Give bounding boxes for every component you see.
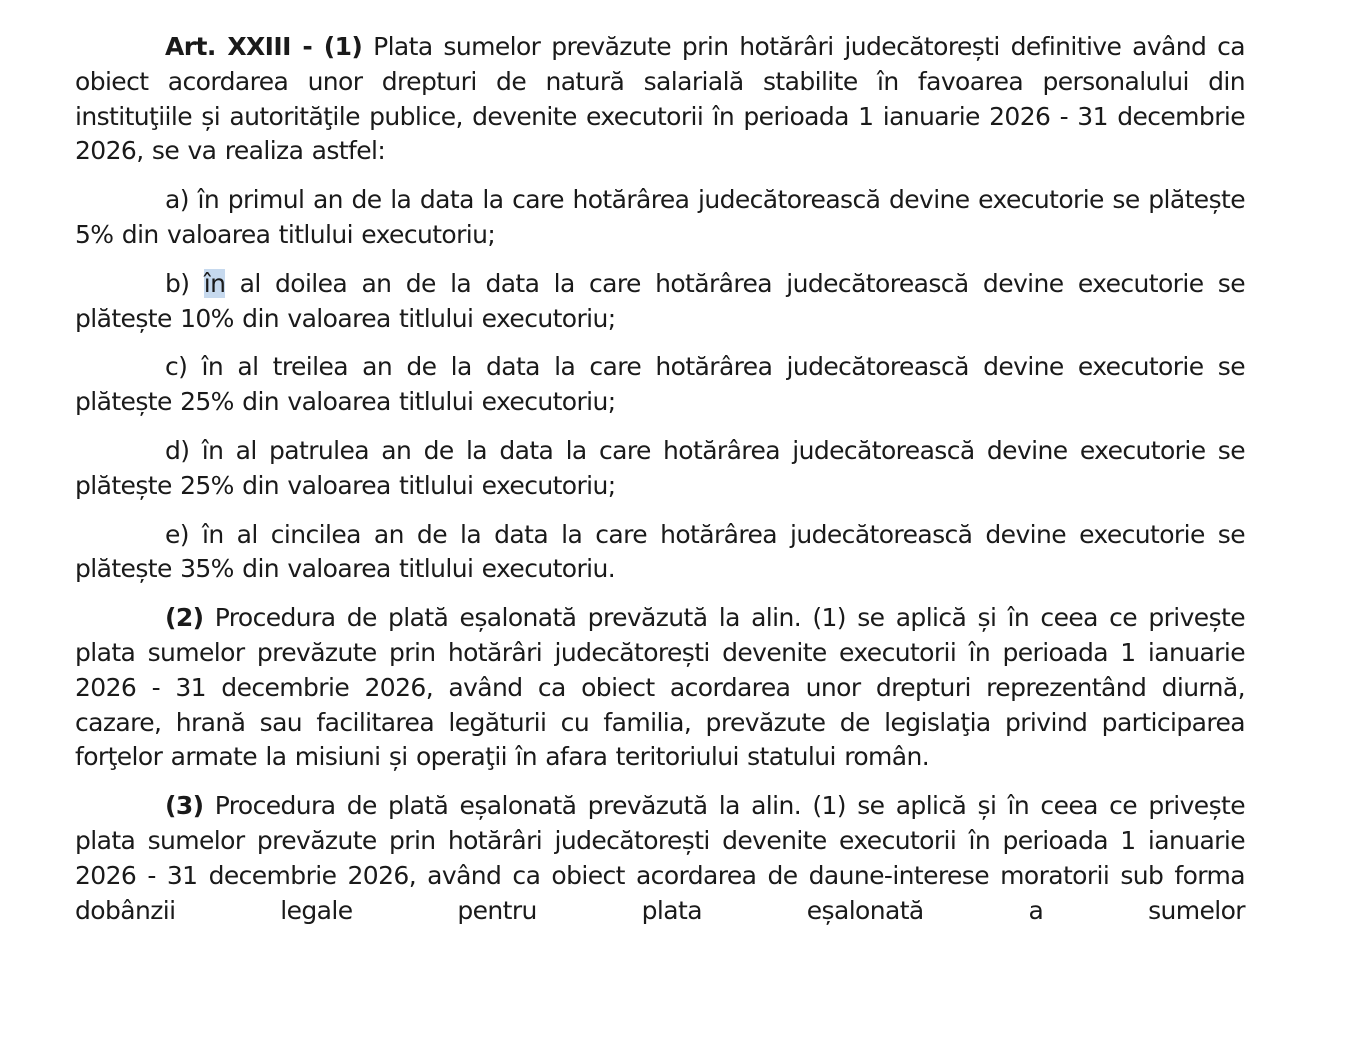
document-page	[75, 30, 1245, 942]
paragraph-3-number: (3)	[165, 791, 204, 821]
list-item-b-text: al doilea an de la data la care hotărârea judecătorească devine executorie se plătește 10% din valoarea titlului executoriu;	[75, 268, 1245, 333]
list-item-e[interactable]: e) în al cincilea an de la data la care hotărârea judecătorească devine executorie se plătește 35% din valoarea titlului executoriu.	[75, 519, 1245, 584]
paragraph-2-text: Procedura de plată eșalonată prevăzută la alin. (1) se aplică și în ceea ce privește plata sumelor prevăzute prin hotărâri judecătorești devenite executorii în perioada 1 ianuarie 2026 - 31 decembrie 2026, având ca obiect acordarea unor drepturi reprezentând diurnă, cazare, hrană sau facilitarea legăturii cu familia, prevăzute de legislaţia privind participarea forţelor armate la misiuni și operaţii în afara teritoriului statului român.	[75, 603, 1245, 772]
text-selection-highlight[interactable]: în	[203, 268, 226, 298]
list-item-d[interactable]: d) în al patrulea an de la data la care hotărârea judecătorească devine executorie se plătește 25% din valoarea titlului executoriu;	[75, 435, 1245, 500]
article-heading: Art. XXIII - (1)	[165, 32, 363, 61]
paragraph-3-text: Procedura de plată eșalonată prevăzută la alin. (1) se aplică și în ceea ce privește plata sumelor prevăzute prin hotărâri judecătorești devenite executorii în perioada 1 ianuarie 2026 - 31 decembrie 2026, având ca obiect acordarea de daune-interese moratorii sub forma dobânzii legale pentru plata eșalonată a sumelor	[75, 791, 1245, 925]
list-item-b[interactable]	[75, 267, 1245, 337]
paragraph-2[interactable]	[75, 601, 1245, 775]
article-intro-text: Plata sumelor prevăzute prin hotărâri judecătorești definitive având ca obiect acordarea unor drepturi de natură salarială stabilite în favoarea personalului din instituţiile și autorităţile publice, devenite executorii în perioada 1 ianuarie 2026 - 31 decembrie 2026, se va realiza astfel:	[75, 32, 1246, 166]
article-paragraph-1[interactable]	[75, 30, 1245, 169]
paragraph-3[interactable]	[75, 789, 1245, 928]
list-item-c[interactable]: c) în al treilea an de la data la care hotărârea judecătorească devine executorie se plătește 25% din valoarea titlului executoriu;	[75, 352, 1245, 417]
paragraph-2-number: (2)	[165, 603, 204, 633]
list-item-a[interactable]: a) în primul an de la data la care hotărârea judecătorească devine executorie se plătește 5% din valoarea titlului executoriu;	[75, 185, 1245, 249]
list-item-b-prefix: b)	[165, 268, 204, 298]
